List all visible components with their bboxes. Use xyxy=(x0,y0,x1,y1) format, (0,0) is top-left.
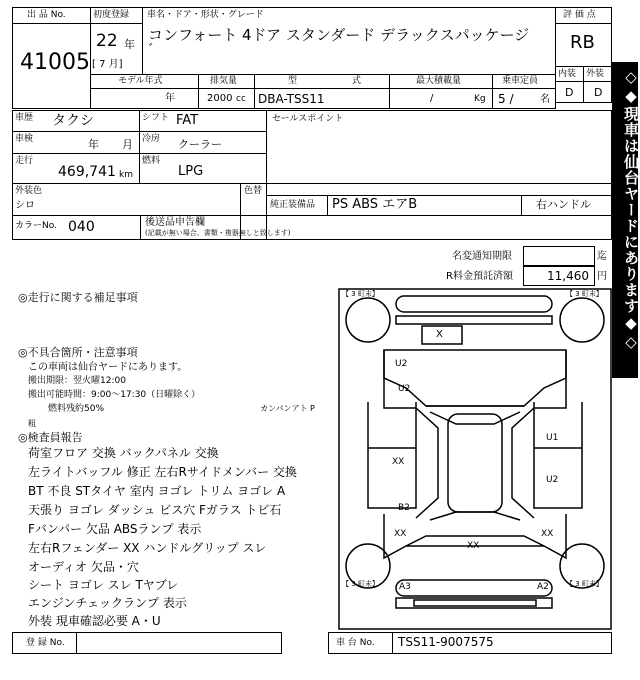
defect-line: 搬出期限：翌火曜12:00 xyxy=(28,376,126,386)
model-year-unit: 年 xyxy=(165,93,175,104)
yard-notice-text: ◇◆現車は仙台ヤードにあります◆◇ xyxy=(622,68,640,352)
capacity-label: 乗車定員 xyxy=(502,76,539,86)
registration-label: 登 録 No. xyxy=(26,638,65,648)
car-name: コンフォート 4ドア スタンダード デラックスパッケージ xyxy=(148,26,530,44)
divider xyxy=(12,183,612,184)
fuel: LPG xyxy=(178,164,204,179)
rating-value: RB xyxy=(570,32,595,53)
divider xyxy=(139,110,140,183)
interior-label: 内装 xyxy=(558,69,577,79)
interior-grade: D xyxy=(565,86,574,99)
aftermarket-label: 後送品申告欄 xyxy=(145,217,205,228)
first-reg-label: 初度登録 xyxy=(93,10,130,20)
ac-value: クーラー xyxy=(178,138,222,151)
divider xyxy=(327,195,328,215)
divider xyxy=(521,195,522,215)
color-change-label: 色替 xyxy=(244,186,263,196)
equipment-label: 純正装備品 xyxy=(270,200,316,210)
inspector-line: 天張り ヨゴレ ダッシュ ビス穴 Fガラス トビ石 xyxy=(28,503,282,517)
name-change-box xyxy=(523,246,595,266)
color-no-label: カラーNo. xyxy=(15,221,57,231)
inspector-line: エンジンチェックランプ 表示 xyxy=(28,596,187,610)
model-year-label: モデル年式 xyxy=(118,76,163,86)
recycle-unit: 円 xyxy=(597,271,607,282)
shift: FAT xyxy=(176,113,199,128)
mileage: 469,741 xyxy=(58,164,116,180)
steering: 右ハンドル xyxy=(536,198,591,211)
defect-title: ◎不具合箇所・注意事項 xyxy=(18,346,138,359)
inspector-line: 外装 現車確認必要 A・U xyxy=(28,614,161,628)
inspector-title: ◎検査員報告 xyxy=(18,431,83,444)
displacement-unit: cc xyxy=(236,94,246,104)
type-label-2: 式 xyxy=(352,76,362,86)
model-code: DBA-TSS11 xyxy=(258,92,325,106)
name-change-unit: 迄 xyxy=(597,251,607,262)
capacity-unit: 名 xyxy=(540,94,550,105)
lot-number: 41005 xyxy=(20,50,90,75)
divider xyxy=(90,88,556,89)
max-load-sep: / xyxy=(430,93,434,104)
yard-notice-banner xyxy=(612,62,638,378)
divider xyxy=(12,215,612,216)
damage-mark: U1 xyxy=(546,433,559,443)
damage-mark: X xyxy=(436,329,443,340)
history-label: 車歴 xyxy=(15,113,34,123)
diagram-corner-br: 【 3 町未】 xyxy=(566,580,603,588)
inspector-line: シート ヨゴレ スレ Tヤブレ xyxy=(28,578,179,592)
inspector-line: 荷室フロア 交換 バックパネル 交換 xyxy=(28,446,219,460)
damage-mark: XX xyxy=(467,541,480,551)
inspection-label: 車検 xyxy=(15,134,34,144)
first-reg-month: [ 7 月] xyxy=(92,59,123,70)
divider xyxy=(254,74,255,109)
car-damage-diagram xyxy=(338,288,612,630)
divider xyxy=(198,74,199,109)
defect-line: この車両は仙台ヤードにあります。 xyxy=(28,362,188,373)
shift-label: シフト xyxy=(142,113,170,123)
defect-line: 燃料残約50% xyxy=(48,404,105,414)
ac-label: 冷房 xyxy=(142,134,161,144)
history: タクシ xyxy=(52,113,94,129)
divider xyxy=(12,23,91,24)
recycle-amount: 11,460 xyxy=(547,269,589,283)
displacement: 2000 xyxy=(207,93,233,104)
damage-mark: U2 xyxy=(546,475,559,485)
first-reg-year-unit: 年 xyxy=(124,38,135,51)
defect-right-note-2: 粗 xyxy=(28,419,36,428)
driving-notes-title: ◎走行に関する補足事項 xyxy=(18,291,138,304)
divider xyxy=(12,131,266,132)
divider xyxy=(140,215,141,240)
damage-mark: U2 xyxy=(398,384,411,394)
fuel-label: 燃料 xyxy=(142,156,161,166)
divider xyxy=(555,23,612,24)
type-label: 型 xyxy=(288,76,298,86)
car-name-label: 車名・ドア・形状・グレード xyxy=(147,10,264,20)
equipment: PS ABS エアB xyxy=(332,197,418,212)
inspector-line: Fバンパー 欠品 ABSランプ 表示 xyxy=(28,522,202,536)
mileage-unit: km xyxy=(119,170,133,180)
aftermarket-note: (記載が無い場合、書類・複器無しと致します) xyxy=(145,229,291,237)
diagram-corner-tr: 【 3 町未】 xyxy=(566,290,603,298)
first-reg-year: 22 xyxy=(96,31,118,51)
diagram-corner-tl: 【 3 町未】 xyxy=(342,290,379,298)
damage-mark: A3 xyxy=(399,582,411,592)
mileage-label: 走行 xyxy=(15,156,34,166)
diagram-corner-bl: 【 3 町未】 xyxy=(342,580,379,588)
divider xyxy=(76,632,77,654)
lot-label: 出 品 No. xyxy=(27,10,66,20)
divider xyxy=(389,74,390,109)
inspector-line: 左右Rフェンダー XX ハンドルグリップ スレ xyxy=(28,541,267,555)
divider xyxy=(266,110,267,240)
exterior-grade: D xyxy=(594,86,603,99)
sales-point-label: セールスポイント xyxy=(272,114,344,124)
divider xyxy=(266,195,612,196)
capacity: 5 / xyxy=(498,92,514,106)
exterior-label: 外装 xyxy=(586,69,605,79)
rating-label: 評 価 点 xyxy=(563,10,596,20)
damage-mark: XX xyxy=(541,529,554,539)
divider xyxy=(90,23,143,24)
car-name-cont: ゛ xyxy=(148,43,162,59)
recycle-label: R料金預託済額 xyxy=(446,271,513,282)
displacement-label: 排気量 xyxy=(210,76,238,86)
damage-mark: A2 xyxy=(537,582,549,592)
inspection-year-unit: 年 xyxy=(88,138,99,151)
inspector-line: BT 不良 STタイヤ 室内 ヨゴレ トリム ヨゴレ A xyxy=(28,484,286,498)
max-load-unit: Kg xyxy=(474,94,486,104)
chassis-number: TSS11-9007575 xyxy=(398,635,494,649)
damage-mark: XX xyxy=(392,457,405,467)
inspection-month-unit: 月 xyxy=(122,138,133,151)
defect-right-note: カンパンアト P xyxy=(260,404,315,413)
divider xyxy=(392,632,393,654)
name-change-label: 名変通知期限 xyxy=(452,251,512,262)
inspector-line: 左ライトバッフル 修正 左右Rサイドメンバー 交換 xyxy=(28,465,297,479)
damage-mark: XX xyxy=(394,529,407,539)
damage-mark: U2 xyxy=(395,359,408,369)
chassis-label: 車 台 No. xyxy=(336,638,375,648)
color-no: 040 xyxy=(68,219,95,235)
damage-mark: B2 xyxy=(398,503,410,513)
ext-color: シロ xyxy=(15,200,35,211)
divider xyxy=(492,74,493,109)
defect-line: 搬出可能時間：9:00～17:30（日曜除く） xyxy=(28,390,201,400)
divider xyxy=(583,66,584,103)
max-load-label: 最大積載量 xyxy=(416,76,462,86)
divider xyxy=(12,153,266,154)
ext-color-label: 外装色 xyxy=(15,186,43,196)
inspector-line: オーディオ 欠品・穴 xyxy=(28,560,139,574)
